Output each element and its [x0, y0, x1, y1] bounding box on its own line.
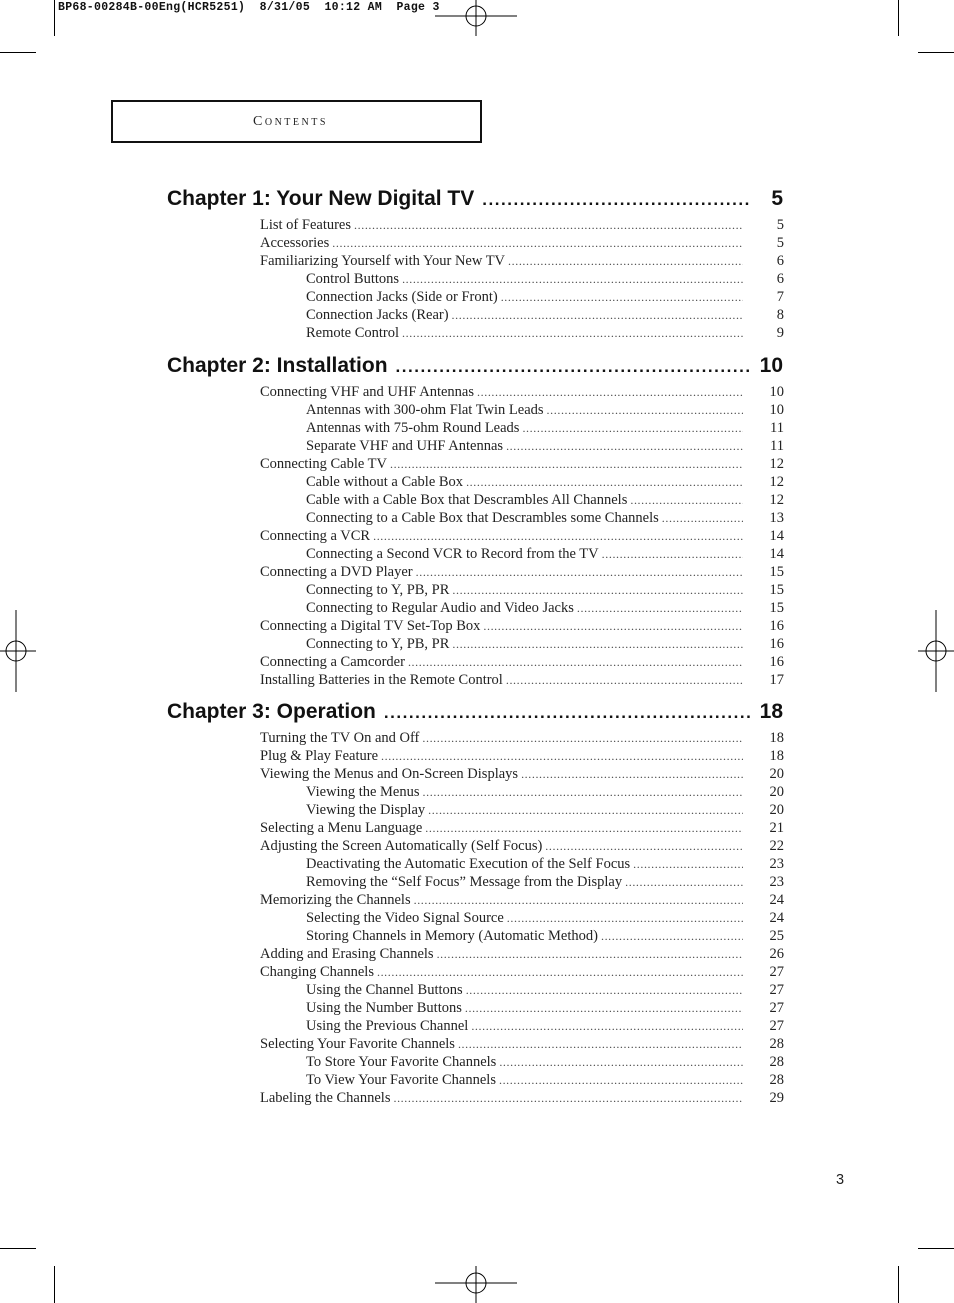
entry-page-number: 12 — [769, 456, 784, 472]
entry-title: Turning the TV On and Off — [260, 730, 420, 746]
entry-page-number: 16 — [769, 654, 784, 670]
chapter-heading[interactable] — [167, 354, 783, 382]
entry-title: Changing Channels — [260, 964, 374, 980]
dot-leader — [601, 929, 743, 944]
entry-title: To View Your Favorite Channels — [306, 1072, 496, 1088]
crop-mark — [0, 1248, 36, 1249]
dot-leader — [630, 493, 743, 508]
entry-page-number: 26 — [769, 946, 784, 962]
dot-leader — [625, 875, 743, 890]
entry-title: Installing Batteries in the Remote Control — [260, 672, 503, 688]
entry-page-number: 14 — [769, 546, 784, 562]
toc-subentry[interactable] — [306, 600, 784, 618]
entry-title: Removing the “Self Focus” Message from the Display — [306, 874, 623, 890]
entry-title: Memorizing the Channels — [260, 892, 411, 908]
toc-subentry[interactable] — [306, 910, 784, 928]
dot-leader — [465, 1001, 743, 1016]
entry-page-number: 12 — [769, 474, 784, 490]
dot-leader — [402, 326, 743, 341]
entry-title: List of Features — [260, 217, 352, 233]
toc-subentry[interactable] — [306, 402, 784, 420]
entry-page-number: 13 — [769, 510, 784, 526]
dot-leader — [466, 475, 743, 490]
toc-subentry[interactable] — [306, 784, 784, 802]
entry-page-number: 27 — [769, 982, 784, 998]
entry-title: Connecting to Y, PB, PR — [306, 582, 450, 598]
entry-page-number: 7 — [776, 289, 784, 305]
toc-entry[interactable] — [260, 730, 784, 748]
toc-entry[interactable] — [260, 1090, 784, 1108]
dot-leader — [545, 839, 743, 854]
entry-page-number: 18 — [769, 748, 784, 764]
entry-page-number: 16 — [769, 636, 784, 652]
dot-leader — [393, 1091, 743, 1106]
toc-entry[interactable] — [260, 1036, 784, 1054]
dot-leader — [547, 403, 743, 418]
toc-entry[interactable] — [260, 964, 784, 982]
registration-mark-right — [918, 610, 954, 692]
toc-entry[interactable] — [260, 946, 784, 964]
dot-leader — [390, 457, 743, 472]
toc-entry[interactable] — [260, 217, 784, 235]
entry-page-number: 15 — [769, 600, 784, 616]
entry-title: Adding and Erasing Channels — [260, 946, 434, 962]
entry-title: Connecting a DVD Player — [260, 564, 413, 580]
entry-page-number: 10 — [769, 402, 784, 418]
entry-title: Connecting to Regular Audio and Video Jacks — [306, 600, 574, 616]
toc-subentry[interactable] — [306, 1072, 784, 1090]
entry-title: Cable without a Cable Box — [306, 474, 464, 490]
toc-subentry[interactable] — [306, 928, 784, 946]
toc-subentry[interactable] — [306, 874, 784, 892]
dot-leader — [522, 421, 743, 436]
entry-page-number: 25 — [769, 928, 784, 944]
entry-title: Cable with a Cable Box that Descrambles All Channels — [306, 492, 628, 508]
chapter-title: Chapter 1: Your New Digital TV — [167, 187, 475, 210]
entry-page-number: 6 — [776, 253, 784, 269]
dot-leader — [396, 354, 751, 378]
entry-page-number: 27 — [769, 964, 784, 980]
toc-subentry[interactable] — [306, 271, 784, 289]
entry-page-number: 22 — [769, 838, 784, 854]
entry-title: Deactivating the Automatic Execution of the Self Focus — [306, 856, 631, 872]
entry-page-number: 11 — [770, 438, 784, 454]
entry-page-number: 14 — [769, 528, 784, 544]
toc-subentry[interactable] — [306, 546, 784, 564]
entry-title: Selecting a Menu Language — [260, 820, 423, 836]
entry-page-number: 15 — [769, 582, 784, 598]
entry-title: Plug & Play Feature — [260, 748, 379, 764]
crop-mark — [918, 52, 954, 53]
dot-leader — [332, 236, 743, 251]
toc-subentry[interactable] — [306, 492, 784, 510]
entry-title: Adjusting the Screen Automatically (Self Focus) — [260, 838, 543, 854]
entry-page-number: 24 — [769, 892, 784, 908]
dot-leader — [471, 1019, 743, 1034]
dot-leader — [381, 749, 743, 764]
entry-page-number: 12 — [769, 492, 784, 508]
entry-title: Connecting a Digital TV Set-Top Box — [260, 618, 481, 634]
toc-subentry[interactable] — [306, 420, 784, 438]
entry-title: Selecting Your Favorite Channels — [260, 1036, 455, 1052]
crop-mark — [54, 1266, 55, 1303]
entry-title: Connecting a Camcorder — [260, 654, 405, 670]
toc-subentry[interactable] — [306, 510, 784, 528]
entry-title: Viewing the Display — [306, 802, 426, 818]
toc-subentry[interactable] — [306, 1054, 784, 1072]
dot-leader — [402, 272, 743, 287]
dot-leader — [483, 619, 743, 634]
entry-title: Viewing the Menus — [306, 784, 420, 800]
dot-leader — [633, 857, 743, 872]
crop-mark — [918, 1248, 954, 1249]
toc-entry[interactable] — [260, 654, 784, 672]
entry-title: Connecting VHF and UHF Antennas — [260, 384, 475, 400]
toc-entry[interactable] — [260, 838, 784, 856]
entry-page-number: 20 — [769, 784, 784, 800]
entry-title: Connecting to a Cable Box that Descrambles some Channels — [306, 510, 659, 526]
chapter-title: Chapter 3: Operation — [167, 700, 376, 723]
crop-mark — [0, 52, 36, 53]
toc-subentry[interactable] — [306, 438, 784, 456]
entry-page-number: 15 — [769, 564, 784, 580]
toc-subentry[interactable] — [306, 982, 784, 1000]
entry-page-number: 6 — [776, 271, 784, 287]
entry-title: Antennas with 300-ohm Flat Twin Leads — [306, 402, 544, 418]
toc-subentry[interactable] — [306, 1018, 784, 1036]
toc-subentry[interactable] — [306, 856, 784, 874]
dot-leader — [507, 911, 743, 926]
crop-mark — [898, 1266, 899, 1303]
toc-subentry[interactable] — [306, 1000, 784, 1018]
dot-leader — [577, 601, 743, 616]
entry-title: Familiarizing Yourself with Your New TV — [260, 253, 506, 269]
registration-mark-left — [0, 610, 36, 692]
contents-label: Contents — [253, 114, 328, 129]
registration-mark-top — [435, 0, 517, 36]
dot-leader — [458, 1037, 743, 1052]
entry-page-number: 29 — [769, 1090, 784, 1106]
dot-leader — [602, 547, 743, 562]
entry-title: Connecting a Second VCR to Record from the TV — [306, 546, 599, 562]
dot-leader — [508, 254, 743, 269]
dot-leader — [425, 821, 743, 836]
toc-entry[interactable] — [260, 618, 784, 636]
entry-title: Remote Control — [306, 325, 400, 341]
entry-title: Labeling the Channels — [260, 1090, 391, 1106]
entry-title: Control Buttons — [306, 271, 400, 287]
crop-mark — [54, 0, 55, 36]
entry-page-number: 5 — [776, 235, 784, 251]
dot-leader — [377, 965, 743, 980]
dot-leader — [437, 947, 743, 962]
toc-entry[interactable] — [260, 766, 784, 784]
dot-leader — [499, 1073, 743, 1088]
chapter-heading[interactable] — [167, 700, 783, 728]
entry-page-number: 8 — [776, 307, 784, 323]
entry-page-number: 11 — [770, 420, 784, 436]
entry-page-number: 28 — [769, 1054, 784, 1070]
dot-leader — [501, 290, 743, 305]
entry-page-number: 20 — [769, 766, 784, 782]
entry-title: Separate VHF and UHF Antennas — [306, 438, 504, 454]
entry-page-number: 27 — [769, 1018, 784, 1034]
dot-leader — [373, 529, 743, 544]
entry-title: Connection Jacks (Rear) — [306, 307, 449, 323]
entry-title: To Store Your Favorite Channels — [306, 1054, 497, 1070]
dot-leader — [452, 583, 743, 598]
toc-entry[interactable] — [260, 748, 784, 766]
dot-leader — [354, 218, 743, 233]
dot-leader — [506, 673, 743, 688]
entry-title: Using the Previous Channel — [306, 1018, 469, 1034]
entry-page-number: 23 — [769, 856, 784, 872]
dot-leader — [499, 1055, 743, 1070]
printer-slug: BP68-00284B-00Eng(HCR5251) 8/31/05 10:12 AM Page 3 — [58, 1, 440, 14]
entry-page-number: 5 — [776, 217, 784, 233]
entry-page-number: 17 — [769, 672, 784, 688]
chapter-heading[interactable] — [167, 187, 783, 215]
dot-leader — [452, 308, 743, 323]
entry-page-number: 27 — [769, 1000, 784, 1016]
entry-title: Antennas with 75-ohm Round Leads — [306, 420, 520, 436]
registration-mark-bottom — [435, 1266, 517, 1303]
entry-title: Connecting to Y, PB, PR — [306, 636, 450, 652]
dot-leader — [662, 511, 743, 526]
entry-title: Storing Channels in Memory (Automatic Method) — [306, 928, 598, 944]
dot-leader — [506, 439, 743, 454]
contents-header-box — [111, 100, 482, 143]
dot-leader — [408, 655, 743, 670]
toc-entry[interactable] — [260, 820, 784, 838]
entry-page-number: 10 — [769, 384, 784, 400]
toc-entry[interactable] — [260, 456, 784, 474]
toc-entry[interactable] — [260, 384, 784, 402]
entry-page-number: 18 — [769, 730, 784, 746]
toc-subentry[interactable] — [306, 636, 784, 654]
toc-subentry[interactable] — [306, 325, 784, 343]
entry-title: Viewing the Menus and On-Screen Displays — [260, 766, 519, 782]
entry-title: Accessories — [260, 235, 330, 251]
dot-leader — [482, 187, 751, 211]
entry-title: Using the Channel Buttons — [306, 982, 463, 998]
entry-title: Selecting the Video Signal Source — [306, 910, 504, 926]
dot-leader — [452, 637, 743, 652]
dot-leader — [521, 767, 743, 782]
chapter-page-number: 18 — [759, 700, 783, 723]
dot-leader — [428, 803, 743, 818]
entry-title: Connecting a VCR — [260, 528, 371, 544]
toc-entry[interactable] — [260, 672, 784, 690]
entry-page-number: 16 — [769, 618, 784, 634]
chapter-page-number: 10 — [759, 354, 783, 377]
dot-leader — [422, 731, 743, 746]
chapter-title: Chapter 2: Installation — [167, 354, 388, 377]
entry-title: Using the Number Buttons — [306, 1000, 462, 1016]
entry-page-number: 21 — [769, 820, 784, 836]
dot-leader — [477, 385, 743, 400]
toc-entry[interactable] — [260, 892, 784, 910]
entry-page-number: 9 — [776, 325, 784, 341]
toc-entry[interactable] — [260, 253, 784, 271]
crop-mark — [898, 0, 899, 36]
dot-leader — [384, 700, 751, 724]
entry-title: Connection Jacks (Side or Front) — [306, 289, 498, 305]
entry-page-number: 28 — [769, 1072, 784, 1088]
dot-leader — [423, 785, 743, 800]
toc-subentry[interactable] — [306, 802, 784, 820]
entry-page-number: 23 — [769, 874, 784, 890]
toc-subentry[interactable] — [306, 307, 784, 325]
dot-leader — [466, 983, 743, 998]
toc-entry[interactable] — [260, 235, 784, 253]
toc-subentry[interactable] — [306, 289, 784, 307]
chapter-page-number: 5 — [771, 187, 783, 210]
entry-page-number: 20 — [769, 802, 784, 818]
entry-page-number: 28 — [769, 1036, 784, 1052]
toc-entry[interactable] — [260, 564, 784, 582]
page-number: 3 — [836, 1172, 845, 1188]
dot-leader — [416, 565, 743, 580]
entry-title: Connecting Cable TV — [260, 456, 387, 472]
toc-subentry[interactable] — [306, 474, 784, 492]
entry-page-number: 24 — [769, 910, 784, 926]
toc-entry[interactable] — [260, 528, 784, 546]
dot-leader — [414, 893, 743, 908]
toc-subentry[interactable] — [306, 582, 784, 600]
